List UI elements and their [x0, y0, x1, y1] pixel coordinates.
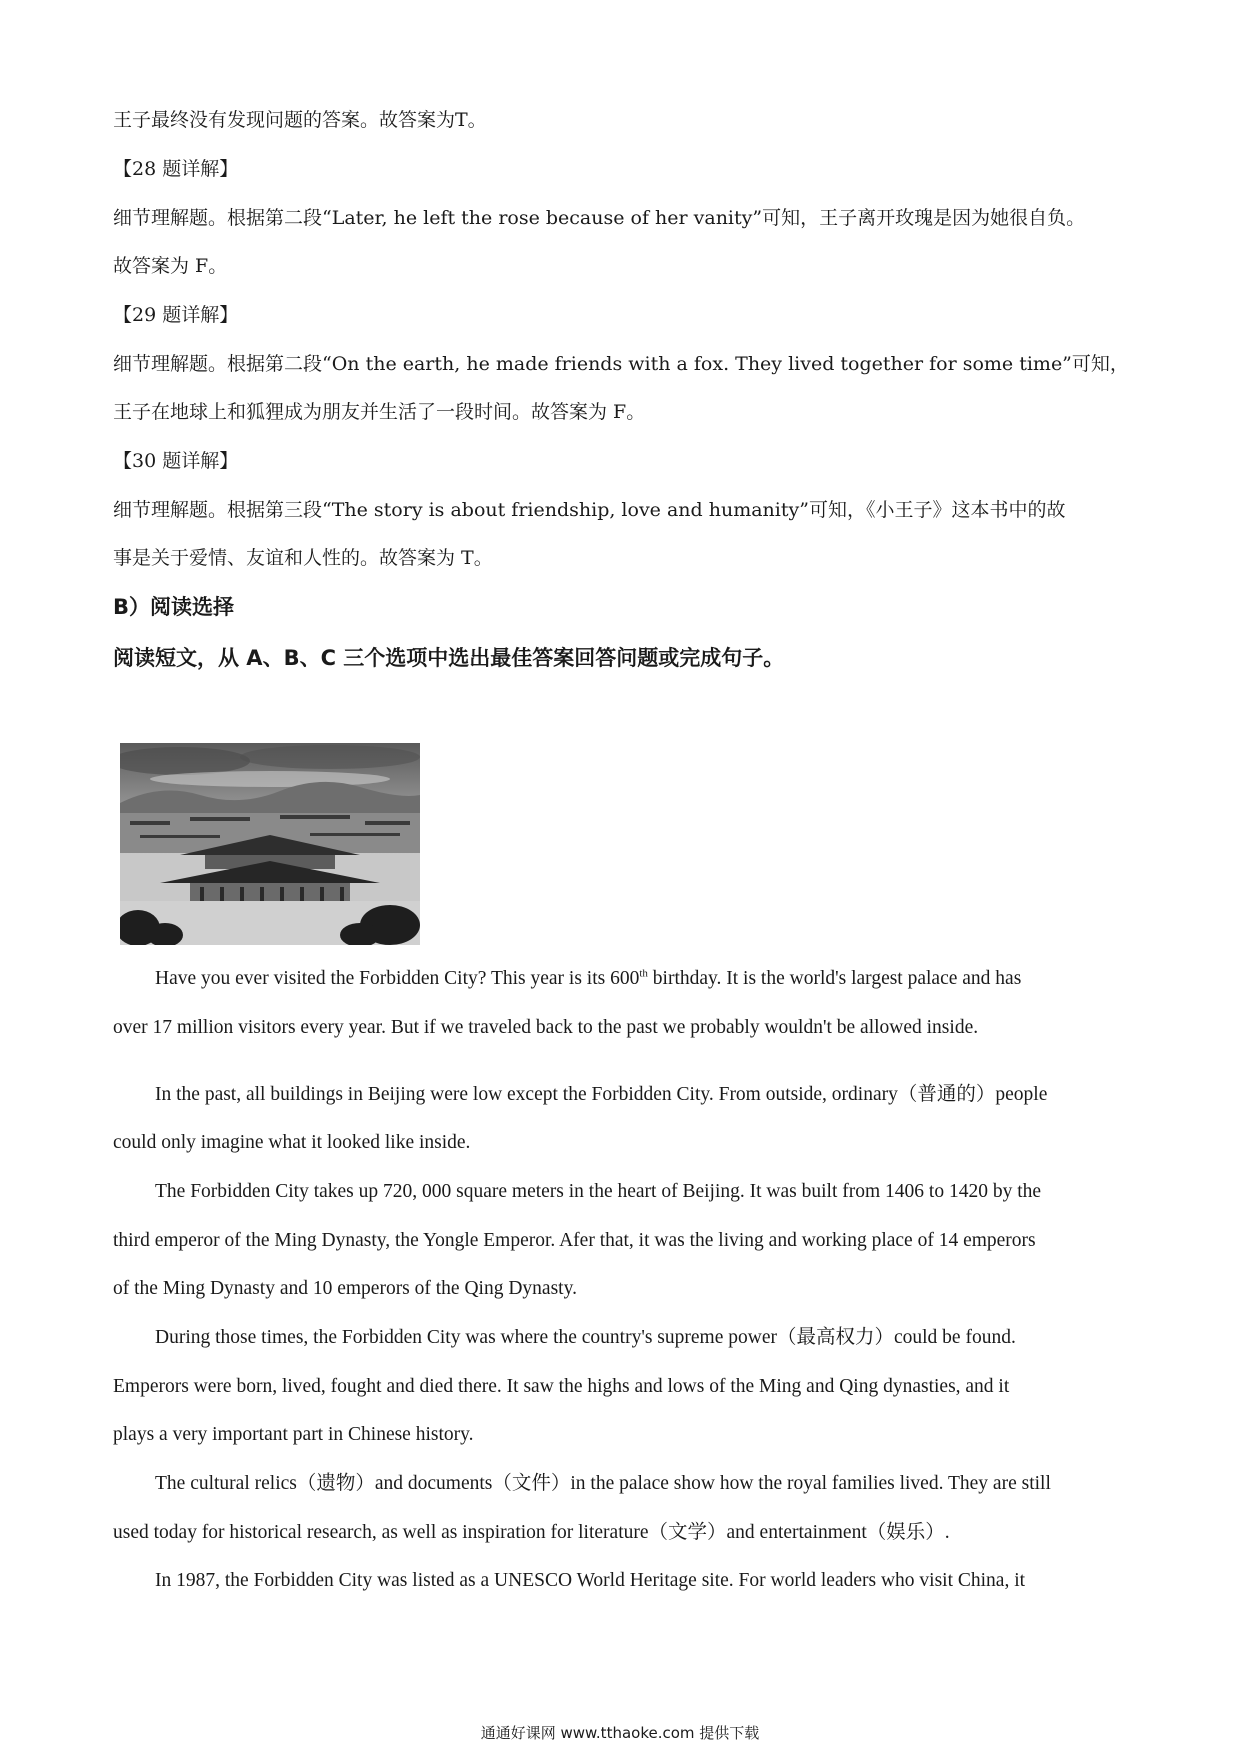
- passage-p3-line1: The Forbidden City takes up 720, 000 square meters in the heart of Beijing. It was built from 1406 to 1420 by the: [155, 1181, 1042, 1202]
- q29-line2: 王子在地球上和狐狸成为朋友并生活了一段时间。故答案为 F。: [113, 401, 646, 423]
- q28-line1: 细节理解题。根据第二段“Later, he left the rose because of her vanity”可知，王子离开玫瑰是因为她很自负。: [113, 207, 1086, 229]
- passage-p4-line1: During those times, the Forbidden City was where the country's supreme power（最高权力）could be found.: [155, 1327, 1016, 1348]
- q30-heading: 【30 题详解】: [113, 450, 239, 472]
- passage-p2-line1: In the past, all buildings in Beijing were low except the Forbidden City. From outside, ordinary（普通的）people: [155, 1084, 1048, 1105]
- q30-line2: 事是关于爱情、友谊和人性的。故答案为 T。: [113, 547, 493, 569]
- passage-p1-line2: over 17 million visitors every year. But if we traveled back to the past we probably wouldn't be allowed inside.: [113, 1017, 979, 1038]
- q28-heading: 【28 题详解】: [113, 158, 239, 180]
- passage-p6-line1: In 1987, the Forbidden City was listed as a UNESCO World Heritage site. For world leaders who visit China, it: [155, 1570, 1026, 1591]
- q28-line2: 故答案为 F。: [113, 255, 228, 277]
- passage-p5-line2: used today for historical research, as well as inspiration for literature（文学）and entertainment（娱乐）.: [113, 1522, 950, 1543]
- passage-p3-line2: third emperor of the Ming Dynasty, the Yongle Emperor. Afer that, it was the living and working place of 14 emperors: [113, 1230, 1036, 1251]
- passage-p4-line3: plays a very important part in Chinese history.: [113, 1424, 474, 1445]
- q30-line1: 细节理解题。根据第三段“The story is about friendship, love and humanity”可知，《小王子》这本书中的故: [113, 499, 1066, 521]
- answer-q27-tail: 王子最终没有发现问题的答案。故答案为T。: [113, 109, 487, 131]
- passage-p5-line1: The cultural relics（遗物）and documents（文件）in the palace show how the royal families lived. They are still: [155, 1473, 1051, 1494]
- section-b-title: B）阅读选择: [113, 595, 235, 619]
- passage-p4-line2: Emperors were born, lived, fought and died there. It saw the highs and lows of the Ming and Qing dynasties, and it: [113, 1376, 1010, 1397]
- q29-heading: 【29 题详解】: [113, 304, 239, 326]
- passage-p1-line1: Have you ever visited the Forbidden City? This year is its 600th birthday. It is the world's largest palace and has: [155, 967, 1022, 989]
- page-footer: 通通好课网 www.tthaoke.com 提供下载: [480, 1724, 760, 1742]
- passage-p2-line2: could only imagine what it looked like inside.: [113, 1132, 471, 1153]
- q29-line1: 细节理解题。根据第二段“On the earth, he made friends with a fox. They lived together for some time”可知，: [113, 353, 1129, 375]
- section-b-instruction: 阅读短文，从 A、B、C 三个选项中选出最佳答案回答问题或完成句子。: [113, 646, 785, 670]
- forbidden-city-photo: [120, 743, 420, 945]
- passage-p3-line3: of the Ming Dynasty and 10 emperors of the Qing Dynasty.: [113, 1278, 577, 1299]
